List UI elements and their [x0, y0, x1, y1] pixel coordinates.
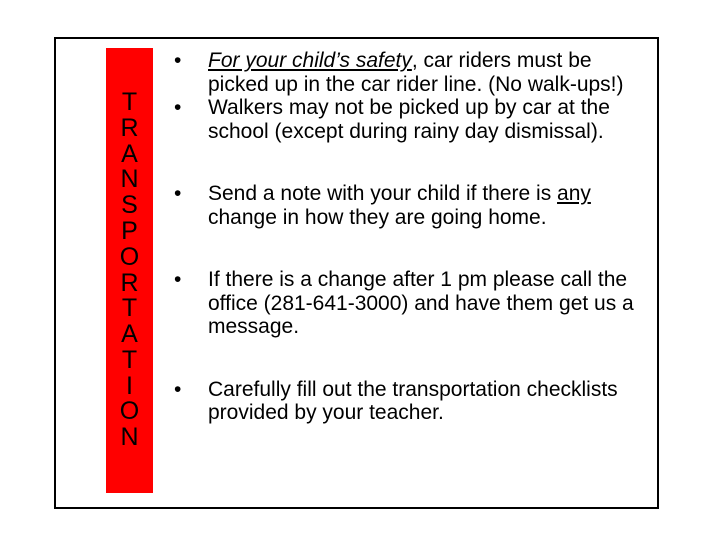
- side-letter: N: [120, 423, 139, 452]
- bullet-dot-icon: •: [174, 268, 182, 291]
- bullet-item-checklists: [164, 378, 654, 425]
- bullet-text: If there is a change after 1 pm please call the office (281-641-3000) and have them get us a message.: [208, 268, 634, 338]
- side-letter: O: [119, 397, 140, 426]
- any-emphasis: any: [557, 182, 591, 205]
- bullet-text: Carefully fill out the transportation checklists provided by your teacher.: [208, 377, 618, 424]
- bullet-dot-icon: •: [174, 96, 182, 119]
- bullet-item-walkers: [164, 96, 654, 143]
- side-letter: R: [120, 113, 139, 142]
- side-letter: P: [121, 216, 138, 245]
- bullet-dot-icon: •: [174, 182, 182, 205]
- side-letter: S: [121, 191, 138, 220]
- bullet-text: Send a note with your child if there is: [208, 182, 558, 205]
- side-letter: T: [121, 294, 138, 323]
- side-letter: T: [121, 87, 138, 116]
- side-letter: O: [119, 242, 140, 271]
- bullet-dot-icon: •: [174, 377, 182, 401]
- side-letter: R: [120, 268, 139, 297]
- bullet-text: change in how they are going home.: [208, 205, 547, 229]
- side-letter: A: [121, 139, 138, 168]
- bullet-item-send-note: [164, 182, 654, 229]
- bullet-text: Walkers may not be picked up by car at the school (except during rainy day dismissal).: [208, 96, 610, 143]
- side-letter: T: [121, 345, 138, 374]
- side-letter: N: [120, 165, 139, 194]
- bullet-item-call-office: [164, 268, 654, 339]
- bullet-list: [164, 49, 654, 425]
- transportation-side-banner: [106, 48, 153, 493]
- side-letter: I: [126, 371, 133, 400]
- bullet-item-car-riders: [164, 49, 654, 96]
- bullet-dot-icon: •: [174, 49, 182, 72]
- side-letter: A: [121, 320, 138, 349]
- bullet-text: , car riders must be picked up in the car rider line. (No walk-ups!): [208, 49, 624, 96]
- safety-emphasis: For your child’s safety: [208, 49, 412, 72]
